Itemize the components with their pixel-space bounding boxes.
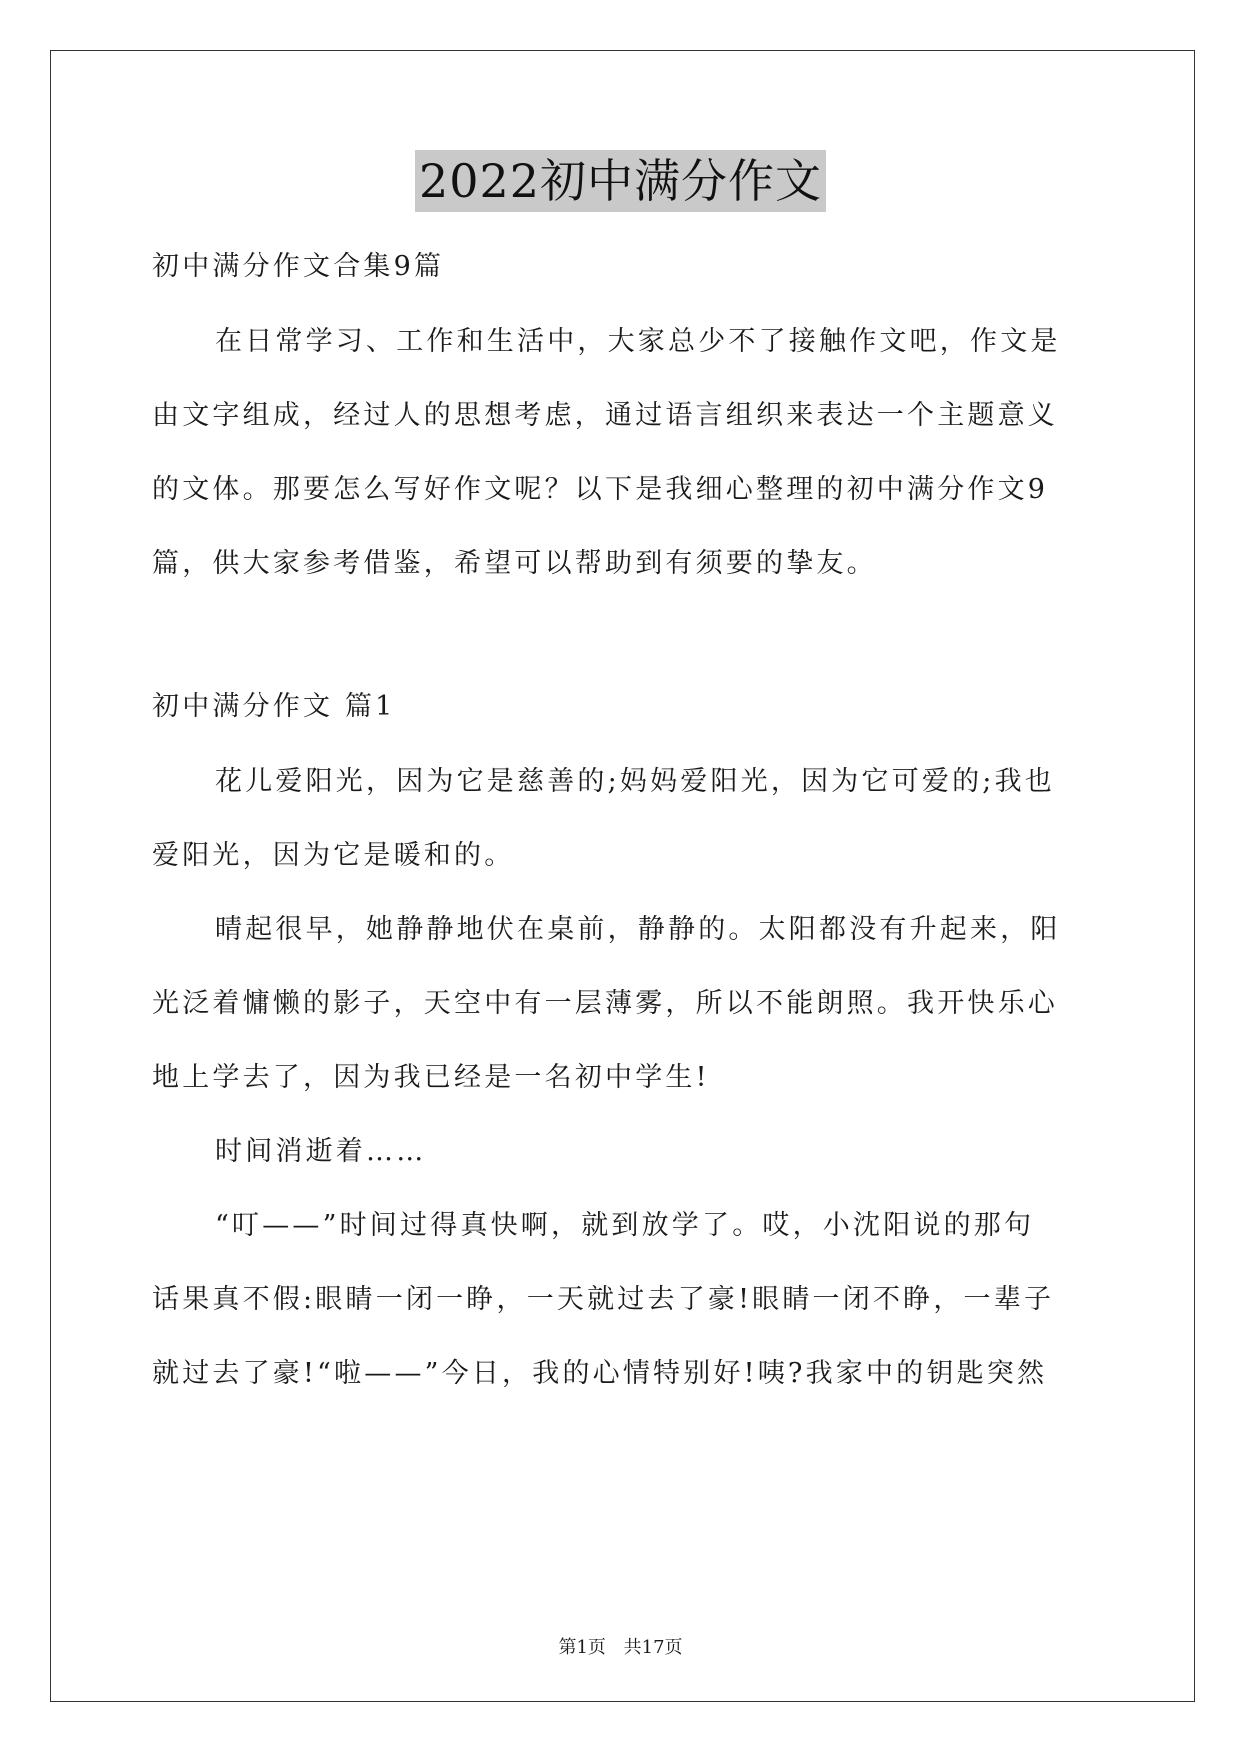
collection-heading: 初中满分作文合集9篇 xyxy=(152,251,445,282)
paragraph-line: 在日常学习、工作和生活中，大家总少不了接触作文吧，作文是 xyxy=(215,326,1061,357)
paragraph-line: 由文字组成，经过人的思想考虑，通过语言组织来表达一个主题意义 xyxy=(152,400,1058,431)
page-border xyxy=(50,50,1195,1702)
document-title: 2022初中满分作文 xyxy=(415,150,826,212)
paragraph-line: 爱阳光，因为它是暖和的。 xyxy=(152,840,515,871)
paragraph-line: 光泛着慵懒的影子，天空中有一层薄雾，所以不能朗照。我开快乐心 xyxy=(152,988,1058,1019)
paragraph-line: 话果真不假:眼睛一闭一睁，一天就过去了豪!眼睛一闭不睁，一辈子 xyxy=(152,1284,1055,1315)
page-total: 共17页 xyxy=(623,1637,683,1658)
title-area xyxy=(0,150,1241,212)
paragraph-line: 地上学去了，因为我已经是一名初中学生! xyxy=(152,1062,710,1093)
paragraph-line: 时间消逝着…… xyxy=(215,1136,427,1167)
page-number: 第1页 xyxy=(558,1637,606,1658)
paragraph-line: “叮——”时间过得真快啊，就到放学了。哎，小沈阳说的那句 xyxy=(215,1210,1035,1241)
paragraph-line: 的文体。那要怎么写好作文呢？以下是我细心整理的初中满分作文9 xyxy=(152,474,1049,505)
paragraph-line: 就过去了豪!“啦——”今日，我的心情特别好!咦?我家中的钥匙突然 xyxy=(152,1358,1048,1389)
section-heading: 初中满分作文 篇1 xyxy=(152,691,396,722)
paragraph-line: 篇，供大家参考借鉴，希望可以帮助到有须要的挚友。 xyxy=(152,548,877,579)
paragraph-line: 花儿爱阳光，因为它是慈善的;妈妈爱阳光，因为它可爱的;我也 xyxy=(215,766,1055,797)
paragraph-line: 晴起很早，她静静地伏在桌前，静静的。太阳都没有升起来，阳 xyxy=(215,914,1061,945)
page-footer xyxy=(0,1633,1241,1659)
